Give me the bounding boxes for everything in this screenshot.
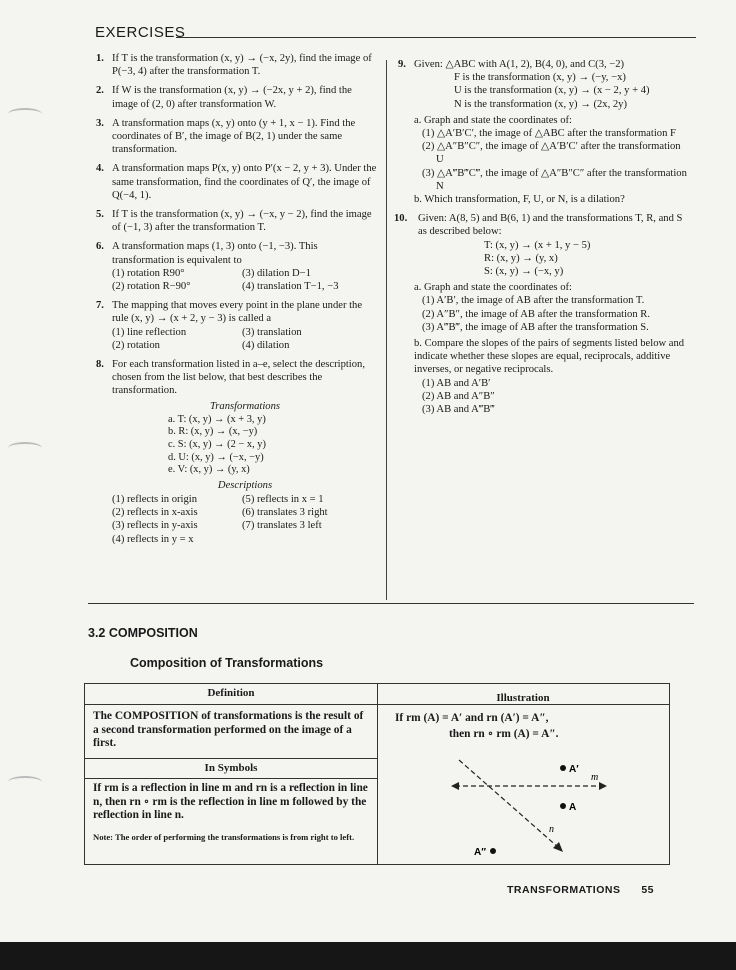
punch-hole bbox=[8, 442, 42, 454]
page-footer bbox=[507, 884, 654, 896]
symbols-text: If rm is a reflection in line m and rn is a reflection in line n, then rn ∘ rm is the reflection in line m followed by the reflection in line n. bbox=[93, 782, 368, 822]
definition-header: Definition bbox=[207, 687, 255, 699]
right-column bbox=[394, 58, 688, 422]
problem-8: 8. For each transformation listed in a–e, select the description, chosen from the list below, that best describes the transformation. Transformations a. T: (x, y) → (x + 3, y) b. R: (x, y) → (x, −y) c. S: (x, y) → (2 − x, y) d. U: (x, y) → (−x, −y) e. V: (x, y) → (y, x) Descriptions (1) reflects in origin (5) reflects in x = 1 (2) reflects in x-axis (6) translates 3 right (3) reflects in y-axis (7) translates 3 left (4) reflects in y = x bbox=[96, 358, 378, 546]
problem-9: 9. Given: △ABC with A(1, 2), B(4, 0), and C(3, −2) F is the transformation (x, y) → (−y, −x) U is the transformation (x, y) → (x − 2, y + 4) N is the transformation (x, y) → (2x, 2y) a. Graph and state the coordinates of: (1) △A′B′C′, the image of △ABC after the transformation F (2) △A″B″C″, the image of △A′B′C′ after the transformation U (3) △A‴B‴C‴, the image of △A″B″C″ after the transformation N b. Which transformation, F, U, or N, is a dilation? bbox=[398, 59, 687, 206]
transformations-heading: Transformations bbox=[209, 400, 281, 412]
composition-table bbox=[84, 683, 670, 865]
line-n bbox=[459, 760, 559, 848]
punch-hole bbox=[8, 776, 42, 788]
page-number: 55 bbox=[641, 884, 654, 896]
footer-chapter: TRANSFORMATIONS bbox=[507, 884, 621, 896]
arrowhead bbox=[553, 842, 563, 852]
label-a-double-prime: A″ bbox=[474, 847, 487, 858]
scan-edge bbox=[0, 942, 736, 970]
definition-text: The COMPOSITION of transformations is the result of a second transformation performed on the image of a first. bbox=[93, 710, 364, 750]
illustration-line-1: If rm (A) = A′ and rn (A′) = A″, bbox=[395, 712, 549, 724]
problem-1: 1. If T is the transformation (x, y) → (−x, 2y), find the image of P(−3, 4) after the transformation T. bbox=[96, 53, 372, 78]
problem-3: 3. A transformation maps (x, y) onto (y + 1, x − 1). Find the coordinates of B′, the image of B(2, 1) under the same transformation. bbox=[96, 117, 356, 156]
problem-10: 10. Given: A(8, 5) and B(6, 1) and the transformations T, R, and S as described below: T: (x, y) → (x + 1, y − 5) R: (x, y) → (y, x) S: (x, y) → (−x, y) a. Graph and state the coordinates of: (1) A′B′, the image of AB after the transformation T. (2) A″B″, the image of AB after the transformation R. (3) A‴B‴, the image of AB after the transformation S. b. Compare the slopes of the pairs of segments listed below and indicate whether these slopes are equal, reciprocals, additive inverses, or negative reciprocals. (1) AB and A′B′ (2) AB and A″B″ (3) AB and A‴B‴ bbox=[394, 213, 685, 416]
title-rule bbox=[176, 37, 696, 38]
illustration-header: Illustration bbox=[496, 692, 550, 704]
point-a bbox=[560, 803, 566, 809]
reflection-diagram bbox=[445, 750, 615, 858]
exercises-title: EXERCISES bbox=[95, 24, 186, 41]
problem-6: 6. A transformation maps (1, 3) onto (−1, −3). This transformation is equivalent to (1) rotation R90° (3) dilation D−1 (2) rotation R−90° (4) translation T−1, −3 bbox=[96, 241, 339, 293]
arrowhead bbox=[451, 782, 459, 790]
column-separator bbox=[386, 60, 387, 600]
label-n: n bbox=[549, 824, 554, 835]
subsection-title: Composition of Transformations bbox=[130, 656, 324, 670]
arrowhead bbox=[599, 782, 607, 790]
problem-2: 2. If W is the transformation (x, y) → (−2x, y + 2), find the image of (2, 0) after transformation W. bbox=[96, 85, 352, 110]
problem-4: 4. A transformation maps P(x, y) onto P′(x − 2, y + 3). Under the same transformation, find the coordinates of Q′, the image of Q(−4, 1). bbox=[96, 163, 377, 201]
symbols-header: In Symbols bbox=[204, 762, 258, 774]
left-column bbox=[96, 52, 378, 552]
section-divider bbox=[88, 603, 694, 604]
descriptions-heading: Descriptions bbox=[217, 479, 273, 491]
punch-hole bbox=[8, 108, 42, 120]
label-a: A bbox=[569, 802, 577, 813]
label-m: m bbox=[591, 772, 599, 783]
problem-7: 7. The mapping that moves every point in the plane under the rule (x, y) → (x + 2, y − 3) is called a (1) line reflection (3) translation (2) rotation (4) dilation bbox=[96, 300, 363, 351]
point-a-prime bbox=[560, 765, 566, 771]
order-note: Note: The order of performing the transformations is from right to left. bbox=[93, 832, 355, 842]
label-a-prime: A′ bbox=[569, 764, 579, 775]
illustration-line-2: then rn ∘ rm (A) = A″. bbox=[449, 728, 559, 740]
point-a-double-prime bbox=[490, 848, 496, 854]
section-title: 3.2 COMPOSITION bbox=[88, 626, 198, 640]
problem-5: 5. If T is the transformation (x, y) → (−x, y − 2), find the image of (−1, 3) after the transformation T. bbox=[96, 209, 372, 234]
